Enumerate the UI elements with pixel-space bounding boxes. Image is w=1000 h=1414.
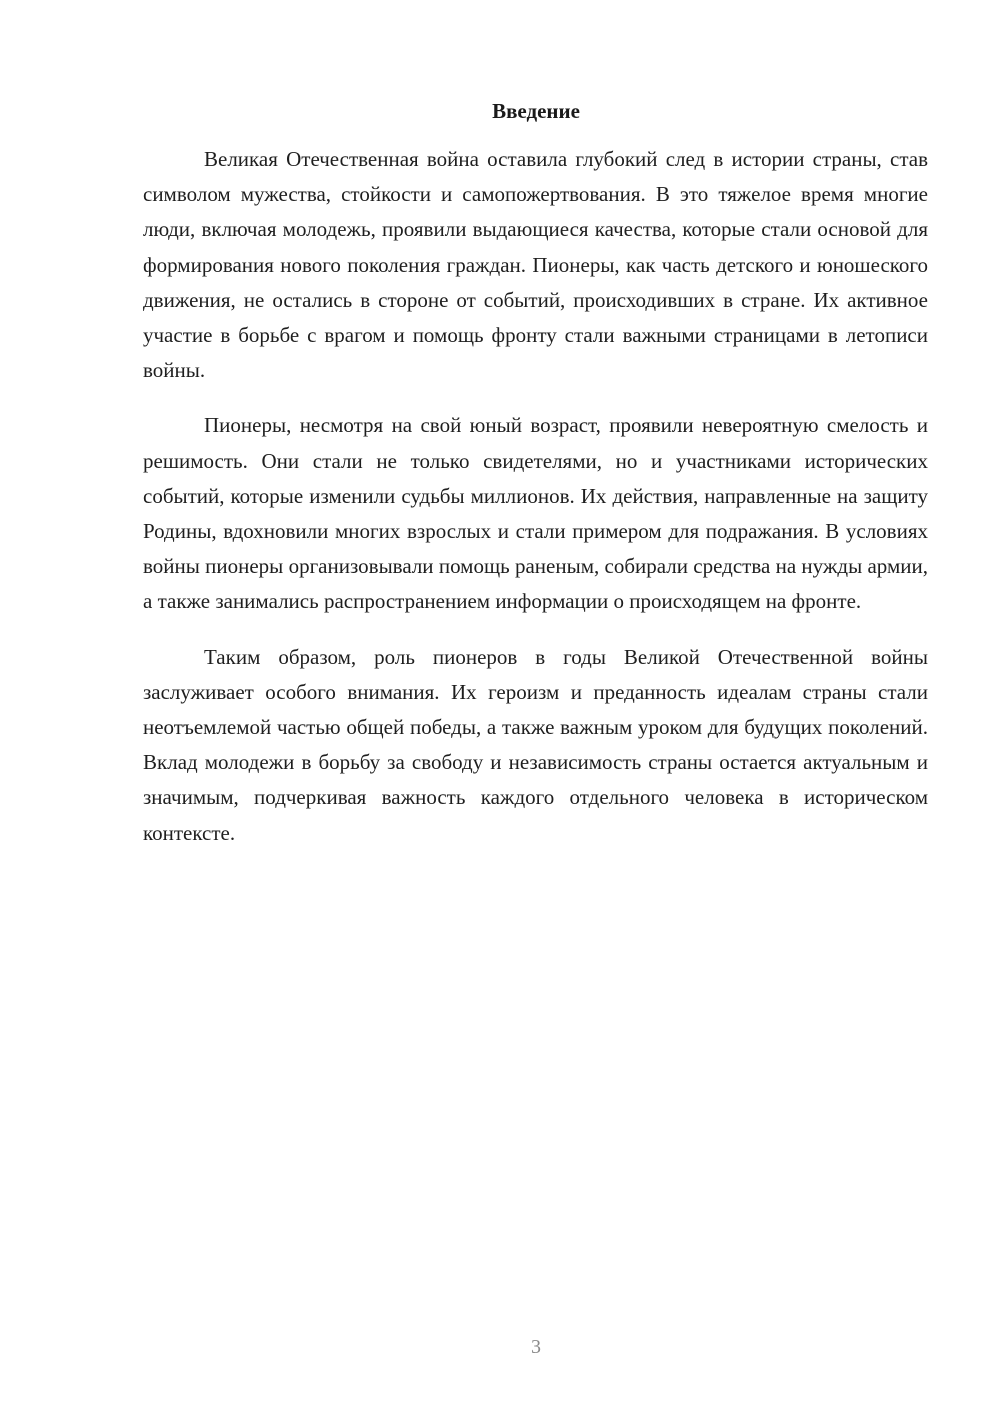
paragraph-2: Пионеры, несмотря на свой юный возраст, проявили невероятную смелость и решимость. Они стали не только свидетелями, но и участниками исторических событий, которые изменили судьбы миллионов. Их действия, направленные на защиту Родины, вдохновили многих взрослых и стали примером для подражания. В условиях войны пионеры организовывали помощь раненым, собирали средства на нужды армии, а также занимались распространением информации о происходящем на фронте. [143,413,928,614]
page-number: 3 [531,1336,541,1358]
paragraph-3: Таким образом, роль пионеров в годы Великой Отечественной войны заслуживает особого внимания. Их героизм и преданность идеалам страны стали неотъемлемой частью общей победы, а также важным уроком для будущих поколений. Вклад молодежи в борьбу за свободу и независимость страны остается актуальным и значимым, подчеркивая важность каждого отдельного человека в историческом контексте. [143,644,928,845]
paragraph-1: Великая Отечественная война оставила глубокий след в истории страны, став символом мужества, стойкости и самопожертвования. В это тяжелое время многие люди, включая молодежь, проявили выдающиеся качества, которые стали основой для формирования нового поколения граждан. Пионеры, как часть детского и юношеского движения, не остались в стороне от событий, происходивших в стране. Их активное участие в борьбе с врагом и помощь фронту стали важными страницами в летописи войны. [143,147,928,383]
body-text [143,142,928,871]
section-heading: Введение [492,99,580,123]
